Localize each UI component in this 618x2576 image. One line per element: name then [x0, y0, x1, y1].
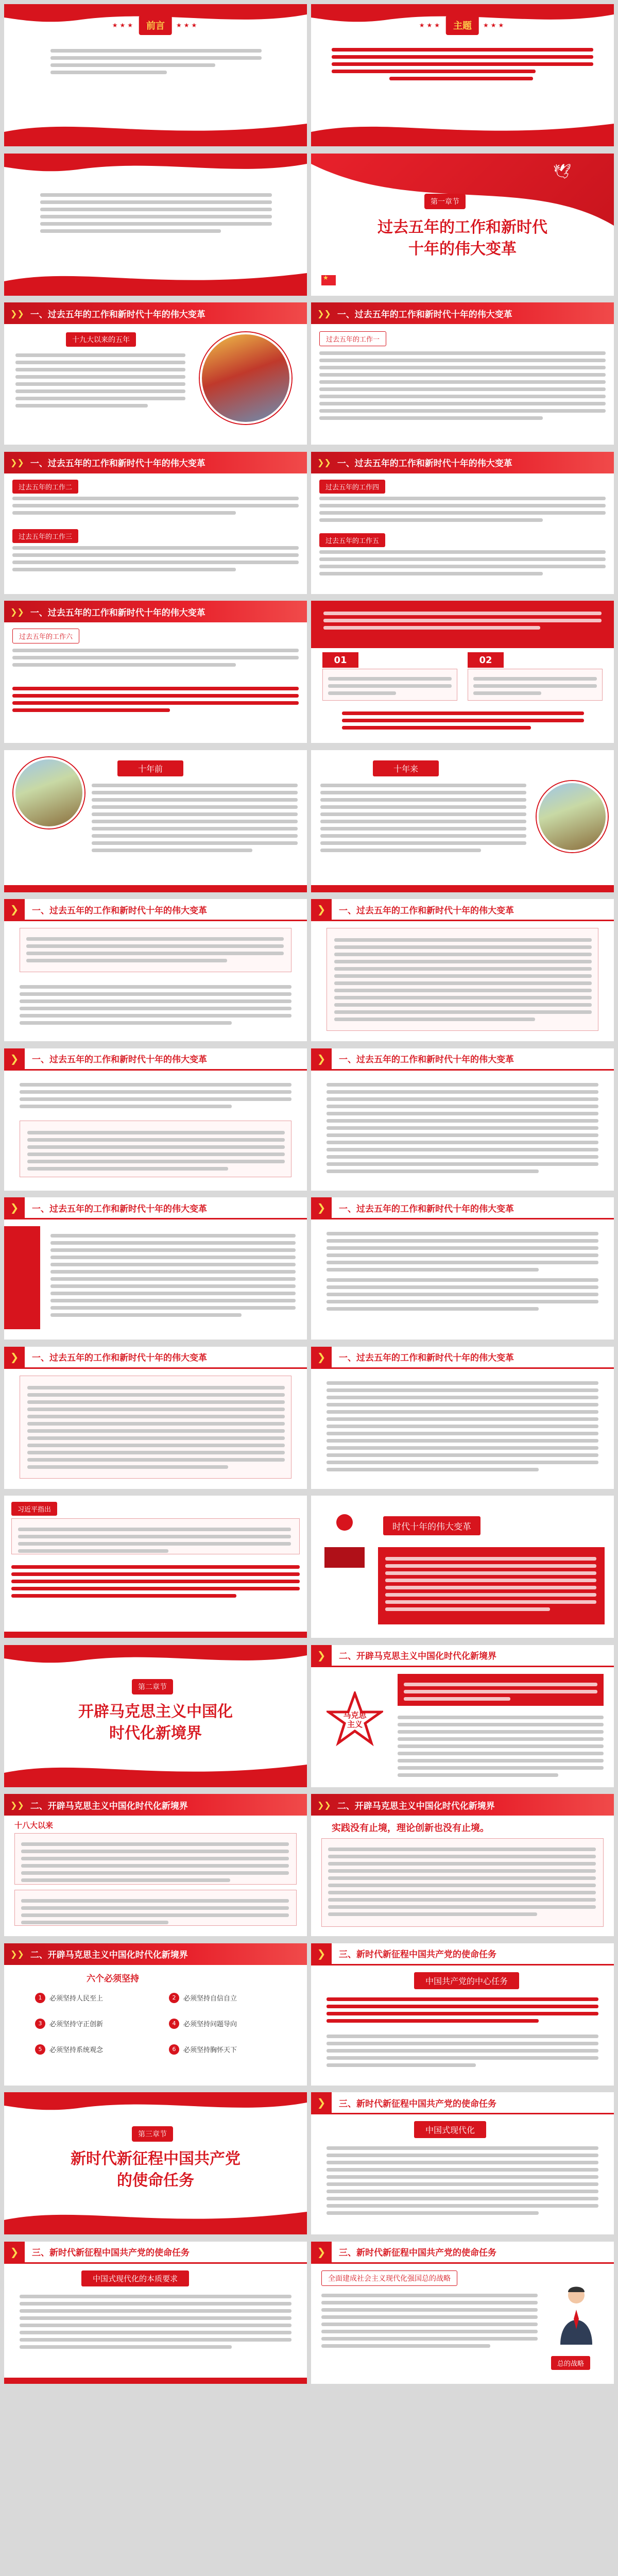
- since-eighteenth-subtitle: 十八大以来: [14, 1821, 54, 1830]
- chevron-right-icon: ❯❯: [10, 308, 24, 318]
- slide-chinese-modernization: ❯ 三、新时代新征程中国共产党的使命任务 中国式现代化: [311, 2092, 614, 2234]
- work-four-pill: 过去五年的工作四: [319, 480, 385, 494]
- slide-central-task: ❯ 三、新时代新征程中国共产党的使命任务 中国共产党的中心任务: [311, 1943, 614, 2086]
- chapter-three-title-line1: 新时代新征程中国共产党: [71, 2150, 241, 2168]
- speaker-figure-icon: [321, 1511, 368, 1568]
- star-decoration: ★★★: [112, 22, 135, 29]
- must-item: 1 必须坚持人民至上: [35, 1993, 103, 2003]
- stamp-line2: 主义: [347, 1719, 363, 1729]
- chapter-three-label: 第三章节: [132, 2126, 173, 2142]
- chapter-one-label: 第一章节: [424, 194, 466, 209]
- ten-years-ago-title: 十年前: [117, 760, 183, 776]
- chapter-two-title-line2: 时代化新境界: [109, 1724, 202, 1742]
- work-three-pill: 过去五年的工作三: [12, 529, 78, 543]
- xi-pointed-out-tag: 习近平指出: [11, 1502, 57, 1516]
- essential-requirements-title: 中国式现代化的本质要求: [81, 2270, 189, 2286]
- slide-overall-strategy: ❯ 三、新时代新征程中国共产党的使命任务 全面建成社会主义现代化强国总的战略 总的战略: [311, 2242, 614, 2384]
- great-wall-photo: [537, 781, 608, 852]
- must-item: 5 必须坚持系统观念: [35, 2044, 103, 2055]
- must-item: 4 必须坚持问题导向: [169, 2019, 237, 2029]
- ten-years-since-title: 十年来: [373, 760, 439, 776]
- item-01-box: 01: [322, 652, 358, 668]
- businessman-figure-icon: [553, 2283, 599, 2345]
- slide-since-eighteenth: ❯❯ 二、开辟马克思主义中国化时代化新境界 十八大以来: [4, 1794, 307, 1936]
- work-six-pill: 过去五年的工作六: [12, 629, 79, 643]
- bottom-wave-decoration: [4, 116, 307, 146]
- slide-content-9b: ❯ 一、过去五年的工作和新时代十年的伟大变革: [311, 1197, 614, 1340]
- nineteenth-text: [15, 350, 185, 411]
- item-02-card: [468, 669, 603, 701]
- slide-ten-years-ago: [4, 750, 307, 892]
- slide-preface-continued: [4, 154, 307, 296]
- slide-eighteenth-decade: [311, 601, 614, 743]
- preface-badge-group: [112, 15, 199, 35]
- banner-text: [323, 608, 602, 633]
- tiananmen-photo: [200, 332, 291, 424]
- work-six-highlight: [12, 683, 299, 716]
- slide-content-7a: ❯ 一、过去五年的工作和新时代十年的伟大变革: [4, 899, 307, 1041]
- slide-content-10a: ❯ 一、过去五年的工作和新时代十年的伟大变革: [4, 1347, 307, 1489]
- must-item: 2 必须坚持自信自立: [169, 1993, 237, 2003]
- star-decoration: ★★★: [176, 22, 199, 29]
- six-musts-title: 六个必须坚持: [87, 1973, 139, 1984]
- theme-text: [332, 44, 593, 84]
- item-02-box: 02: [468, 652, 504, 668]
- central-task-title: 中国共产党的中心任务: [414, 1972, 519, 1989]
- slide-content-10b: ❯ 一、过去五年的工作和新时代十年的伟大变革: [311, 1347, 614, 1489]
- overall-strategy-title: 全面建成社会主义现代化强国总的战略: [321, 2270, 457, 2286]
- slide-work-one: ❯❯ 一、过去五年的工作和新时代十年的伟大变革 过去五年的工作一: [311, 302, 614, 445]
- slide-xi-pointed-out: [4, 1496, 307, 1638]
- slide-chapter-one-title: [311, 154, 614, 296]
- slide-work-six: ❯❯ 一、过去五年的工作和新时代十年的伟大变革 过去五年的工作六: [4, 601, 307, 743]
- slide-essential-requirements: ❯ 三、新时代新征程中国共产党的使命任务 中国式现代化的本质要求: [4, 2242, 307, 2384]
- chapter-three-title-line2: 的使命任务: [117, 2172, 194, 2190]
- slide-ten-years-since: [311, 750, 614, 892]
- slide-content-8b: ❯ 一、过去五年的工作和新时代十年的伟大变革: [311, 1048, 614, 1191]
- chapter-one-title-line1: 过去五年的工作和新时代: [377, 218, 547, 236]
- xi-quote-highlight: [11, 1562, 300, 1601]
- practice-no-end-title: 实践没有止境，理论创新也没有止境。: [332, 1823, 489, 1834]
- great-wall-photo: [13, 757, 84, 828]
- slide-content-7b: ❯ 一、过去五年的工作和新时代十年的伟大变革: [311, 899, 614, 1041]
- flag-icon: [321, 275, 336, 285]
- slide-practice-no-end: ❯❯ 二、开辟马克思主义中国化时代化新境界 实践没有止境，理论创新也没有止境。: [311, 1794, 614, 1936]
- must-item: 6 必须坚持胸怀天下: [169, 2044, 237, 2055]
- marxism-star-stamp: [327, 1691, 383, 1748]
- chevron-right-icon: ❯: [4, 899, 25, 920]
- work-one-pill: 过去五年的工作一: [319, 331, 386, 346]
- slide-preface: [4, 4, 307, 146]
- work-five-pill: 过去五年的工作五: [319, 533, 385, 547]
- must-item: 3 必须坚持守正创新: [35, 2019, 103, 2029]
- overall-strategy-tag: 总的战略: [551, 2356, 590, 2370]
- slide-six-musts: ❯❯ 二、开辟马克思主义中国化时代化新境界 六个必须坚持 1 必须坚持人民至上 2 必须坚持自信自立 3 必须坚持守正创新 4 必须坚持问题导向 5 必须坚持系统观念 6 必须坚持胸怀天下: [4, 1943, 307, 2086]
- slide-chapter-three-title: [4, 2092, 307, 2234]
- slide-nineteenth-five-years: [4, 302, 307, 445]
- slide-marxism-stamp: ❯ 二、开辟马克思主义中国化时代化新境界 马克思 主义: [311, 1645, 614, 1787]
- chapter-two-label: 第二章节: [132, 1679, 173, 1694]
- section-header: ❯❯ 一、过去五年的工作和新时代十年的伟大变革: [4, 302, 307, 324]
- slide-chapter-two-title: [4, 1645, 307, 1787]
- preface-badge: 前言: [139, 15, 172, 35]
- preface-text: [50, 45, 262, 78]
- slide-decade-great-change: [311, 1496, 614, 1638]
- item-01-card: [322, 669, 457, 701]
- slide-content-8a: ❯ 一、过去五年的工作和新时代十年的伟大变革: [4, 1048, 307, 1191]
- slide-work-four-five: ❯❯ 一、过去五年的工作和新时代十年的伟大变革 过去五年的工作四 过去五年的工作五: [311, 452, 614, 594]
- work-two-pill: 过去五年的工作二: [12, 480, 78, 494]
- decade-change-title: 时代十年的伟大变革: [383, 1516, 480, 1535]
- modernization-title: 中国式现代化: [414, 2121, 486, 2138]
- dove-icon: 🕊: [553, 162, 572, 180]
- work-one-text: [319, 348, 606, 423]
- theme-badge-group: ★★★ 主题 ★★★: [419, 15, 506, 35]
- preface-body: [40, 190, 272, 236]
- chapter-one-title-line2: 十年的伟大变革: [408, 240, 517, 258]
- theme-badge: 主题: [446, 15, 479, 35]
- slide-grid: [4, 4, 614, 2576]
- nineteenth-subtitle: 十九大以来的五年: [66, 332, 136, 347]
- stamp-line1: 马克思: [343, 1710, 367, 1720]
- chapter-two-title-line1: 开辟马克思主义中国化: [78, 1702, 233, 1721]
- slide-theme: [311, 4, 614, 146]
- slide-work-two-three: ❯❯ 一、过去五年的工作和新时代十年的伟大变革 过去五年的工作二 过去五年的工作三: [4, 452, 307, 594]
- slide-content-9a: ❯ 一、过去五年的工作和新时代十年的伟大变革: [4, 1197, 307, 1340]
